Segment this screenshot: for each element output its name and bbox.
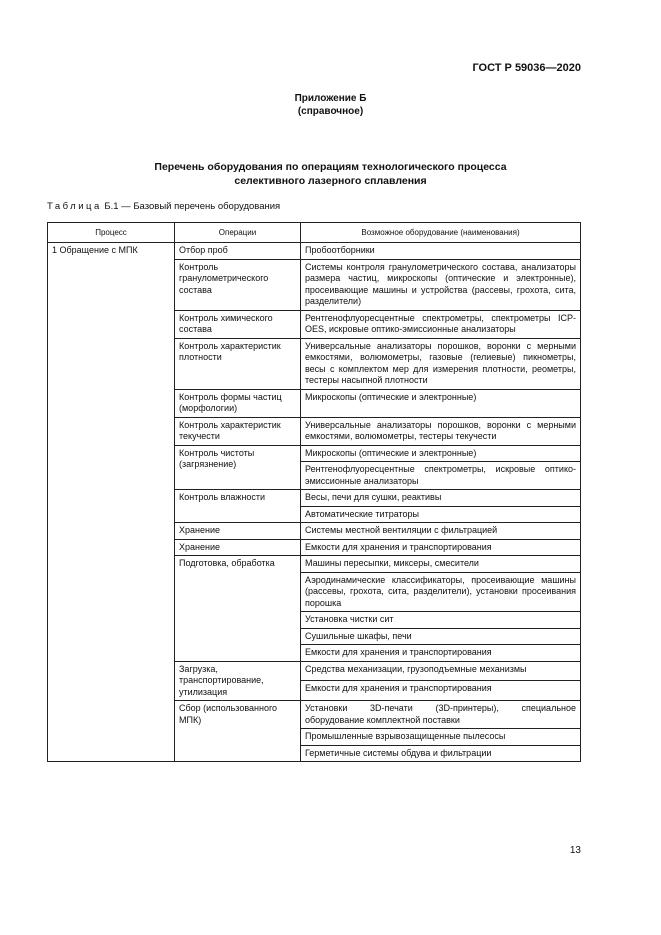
operation-cell: Сбор (использованного МПК) [175, 701, 301, 762]
equipment-cell: Микроскопы (оптические и электронные) [301, 389, 581, 417]
equipment-cell: Средства механизации, грузоподъемные механизмы [301, 661, 581, 681]
equipment-cell: Универсальные анализаторы порошков, воронки с мерными емкостями, волюмометры, газовые (гелиевые) пикнометры, весы с комплектом мер для измерения плотности, реометры, тестеры насыпной плотности [301, 338, 581, 389]
process-cell: 1 Обращение с МПК [48, 243, 175, 762]
equipment-cell: Пробоотборники [301, 243, 581, 260]
equipment-cell: Герметичные системы обдува и фильтрации [301, 745, 581, 762]
equipment-cell: Рентгенофлуоресцентные спектрометры, искровые оптико-эмиссионные анализаторы [301, 462, 581, 490]
table-caption-text: Б.1 — Базовый перечень оборудования [101, 201, 281, 212]
appendix-block [0, 92, 661, 118]
operation-cell: Контроль формы частиц (морфологии) [175, 389, 301, 417]
section-heading-line: Перечень оборудования по операциям технологического процесса [154, 161, 507, 173]
table-row [48, 243, 581, 260]
equipment-cell: Аэродинамические классификаторы, просеивающие машины (рассевы, грохота, сита, разделители), установки просеивания порошка [301, 572, 581, 612]
operation-cell: Отбор проб [175, 243, 301, 260]
table-caption [47, 201, 280, 212]
equipment-cell: Машины пересыпки, миксеры, смесители [301, 556, 581, 573]
equipment-cell: Системы контроля гранулометрического состава, анализаторы размера частиц, микроскопы (оптические и электронные), просеивающие машины и устройства (рассевы, грохота, сита, разделители) [301, 259, 581, 310]
operation-cell: Контроль гранулометрического состава [175, 259, 301, 310]
appendix-subtitle: (справочное) [297, 106, 364, 117]
page-number: 13 [569, 845, 581, 856]
equipment-cell: Установка чистки сит [301, 612, 581, 629]
table-header-row [48, 223, 581, 243]
operation-cell: Хранение [175, 523, 301, 540]
appendix-title: Приложение Б [294, 93, 367, 104]
column-header-process: Процесс [48, 223, 175, 243]
operation-cell: Загрузка, транспортирование, утилизация [175, 661, 301, 701]
equipment-cell: Рентгенофлуоресцентные спектрометры, спектрометры ICP-OES, искровые оптико-эмиссионные анализаторы [301, 310, 581, 338]
standard-designation: ГОСТ Р 59036—2020 [472, 62, 581, 74]
equipment-cell: Универсальные анализаторы порошков, воронки с мерными емкостями, волюмометры, тестеры текучести [301, 417, 581, 445]
equipment-table [47, 222, 581, 762]
operation-cell: Контроль чистоты (загрязнение) [175, 445, 301, 490]
equipment-cell: Емкости для хранения и транспортирования [301, 645, 581, 662]
section-heading-line: селективного лазерного сплавления [234, 175, 427, 187]
table-caption-label: Таблица [47, 201, 102, 212]
equipment-cell: Весы, печи для сушки, реактивы [301, 490, 581, 507]
equipment-cell: Микроскопы (оптические и электронные) [301, 445, 581, 462]
table-body [48, 243, 581, 762]
equipment-cell: Установки 3D-печати (3D-принтеры), специальное оборудование комплектной поставки [301, 701, 581, 729]
equipment-cell: Емкости для хранения и транспортирования [301, 539, 581, 556]
operation-cell: Контроль характеристик текучести [175, 417, 301, 445]
equipment-cell: Системы местной вентиляции с фильтрацией [301, 523, 581, 540]
operation-cell: Хранение [175, 539, 301, 556]
section-heading [0, 160, 661, 188]
operation-cell: Контроль химического состава [175, 310, 301, 338]
equipment-cell: Сушильные шкафы, печи [301, 628, 581, 645]
operation-cell: Контроль влажности [175, 490, 301, 523]
operation-cell: Контроль характеристик плотности [175, 338, 301, 389]
operation-cell: Подготовка, обработка [175, 556, 301, 662]
equipment-cell: Автоматические титраторы [301, 506, 581, 523]
column-header-operations: Операции [175, 223, 301, 243]
equipment-cell: Промышленные взрывозащищенные пылесосы [301, 729, 581, 746]
equipment-cell: Емкости для хранения и транспортирования [301, 681, 581, 701]
column-header-equipment: Возможное оборудование (наименования) [301, 223, 581, 243]
